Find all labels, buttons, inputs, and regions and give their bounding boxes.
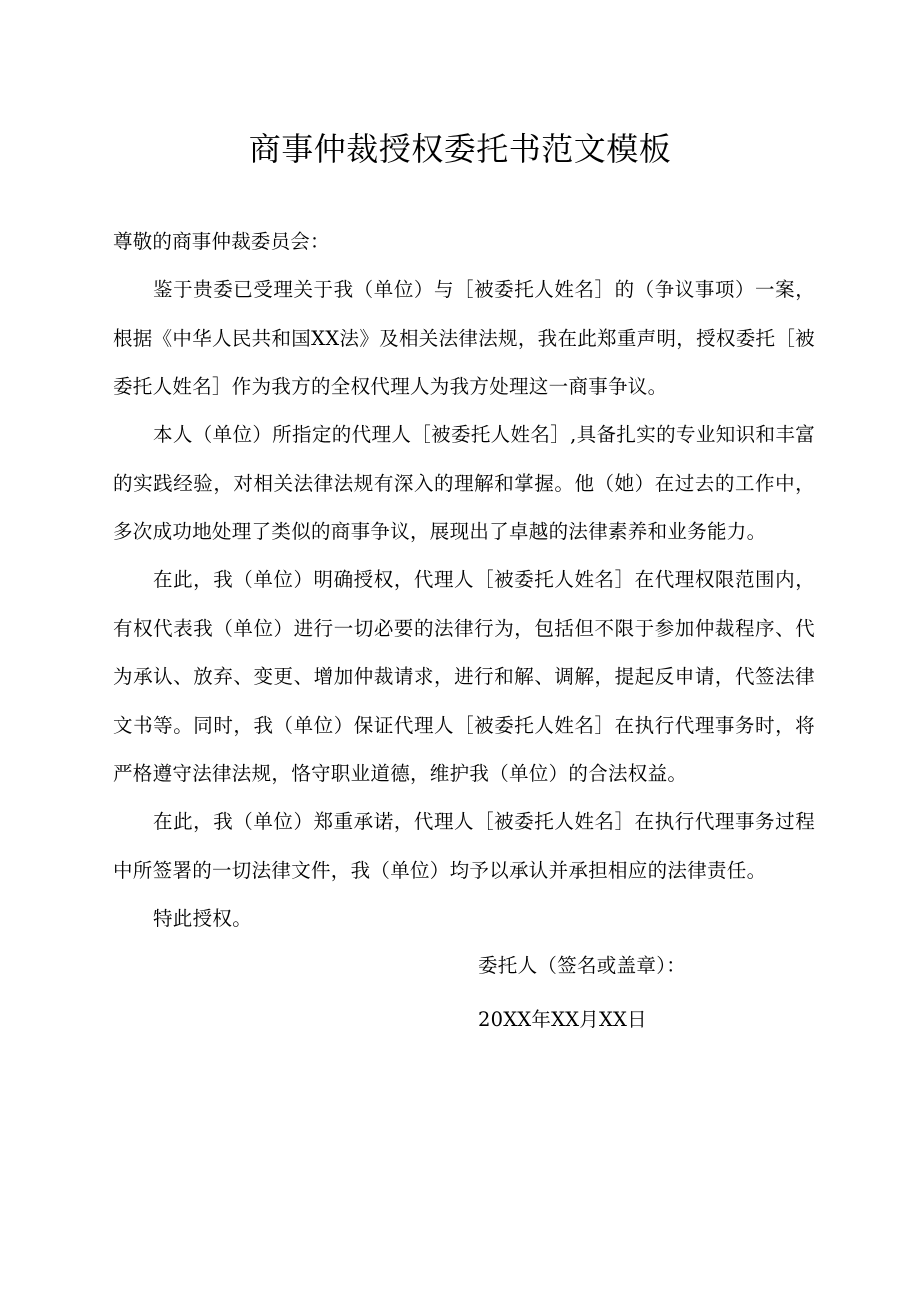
paragraph-agent-qualification: 本人（单位）所指定的代理人［被委托人姓名］,具备扎实的专业知识和丰富的实践经验，对相关法律法规有深入的理解和掌握。他（她）在过去的工作中，多次成功地处理了类似的商事争议，展现出了卓越的法律素养和业务能力。 <box>113 423 815 543</box>
signature-date: 20XX年XX月XX日 <box>478 1008 647 1031</box>
paragraph-authority-scope: 在此，我（单位）明确授权，代理人［被委托人姓名］在代理权限范围内，有权代表我（单位）进行一切必要的法律行为，包括但不限于参加仲裁程序、代为承认、放弃、变更、增加仲裁请求，进行和解、调解，提起反申请，代签法律文书等。同时，我（单位）保证代理人［被委托人姓名］在执行代理事务时，将严格遵守法律法规，恪守职业道德，维护我（单位）的合法权益。 <box>113 568 815 785</box>
paragraph-commitment: 在此，我（单位）郑重承诺，代理人［被委托人姓名］在执行代理事务过程中所签署的一切法律文件，我（单位）均予以承认并承担相应的法律责任。 <box>113 810 815 882</box>
document-title: 商事仲裁授权委托书范文模板 <box>248 130 672 168</box>
salutation: 尊敬的商事仲裁委员会： <box>113 230 330 253</box>
signature-label: 委托人（签名或盖章）： <box>478 954 687 977</box>
paragraph-authorization-statement: 鉴于贵委已受理关于我（单位）与［被委托人姓名］的（争议事项）一案，根据《中华人民共和国XX法》及相关法律法规，我在此郑重声明，授权委托［被委托人姓名］作为我方的全权代理人为我方处理这一商事争议。 <box>113 278 815 398</box>
paragraph-closing: 特此授权。 <box>153 907 253 930</box>
